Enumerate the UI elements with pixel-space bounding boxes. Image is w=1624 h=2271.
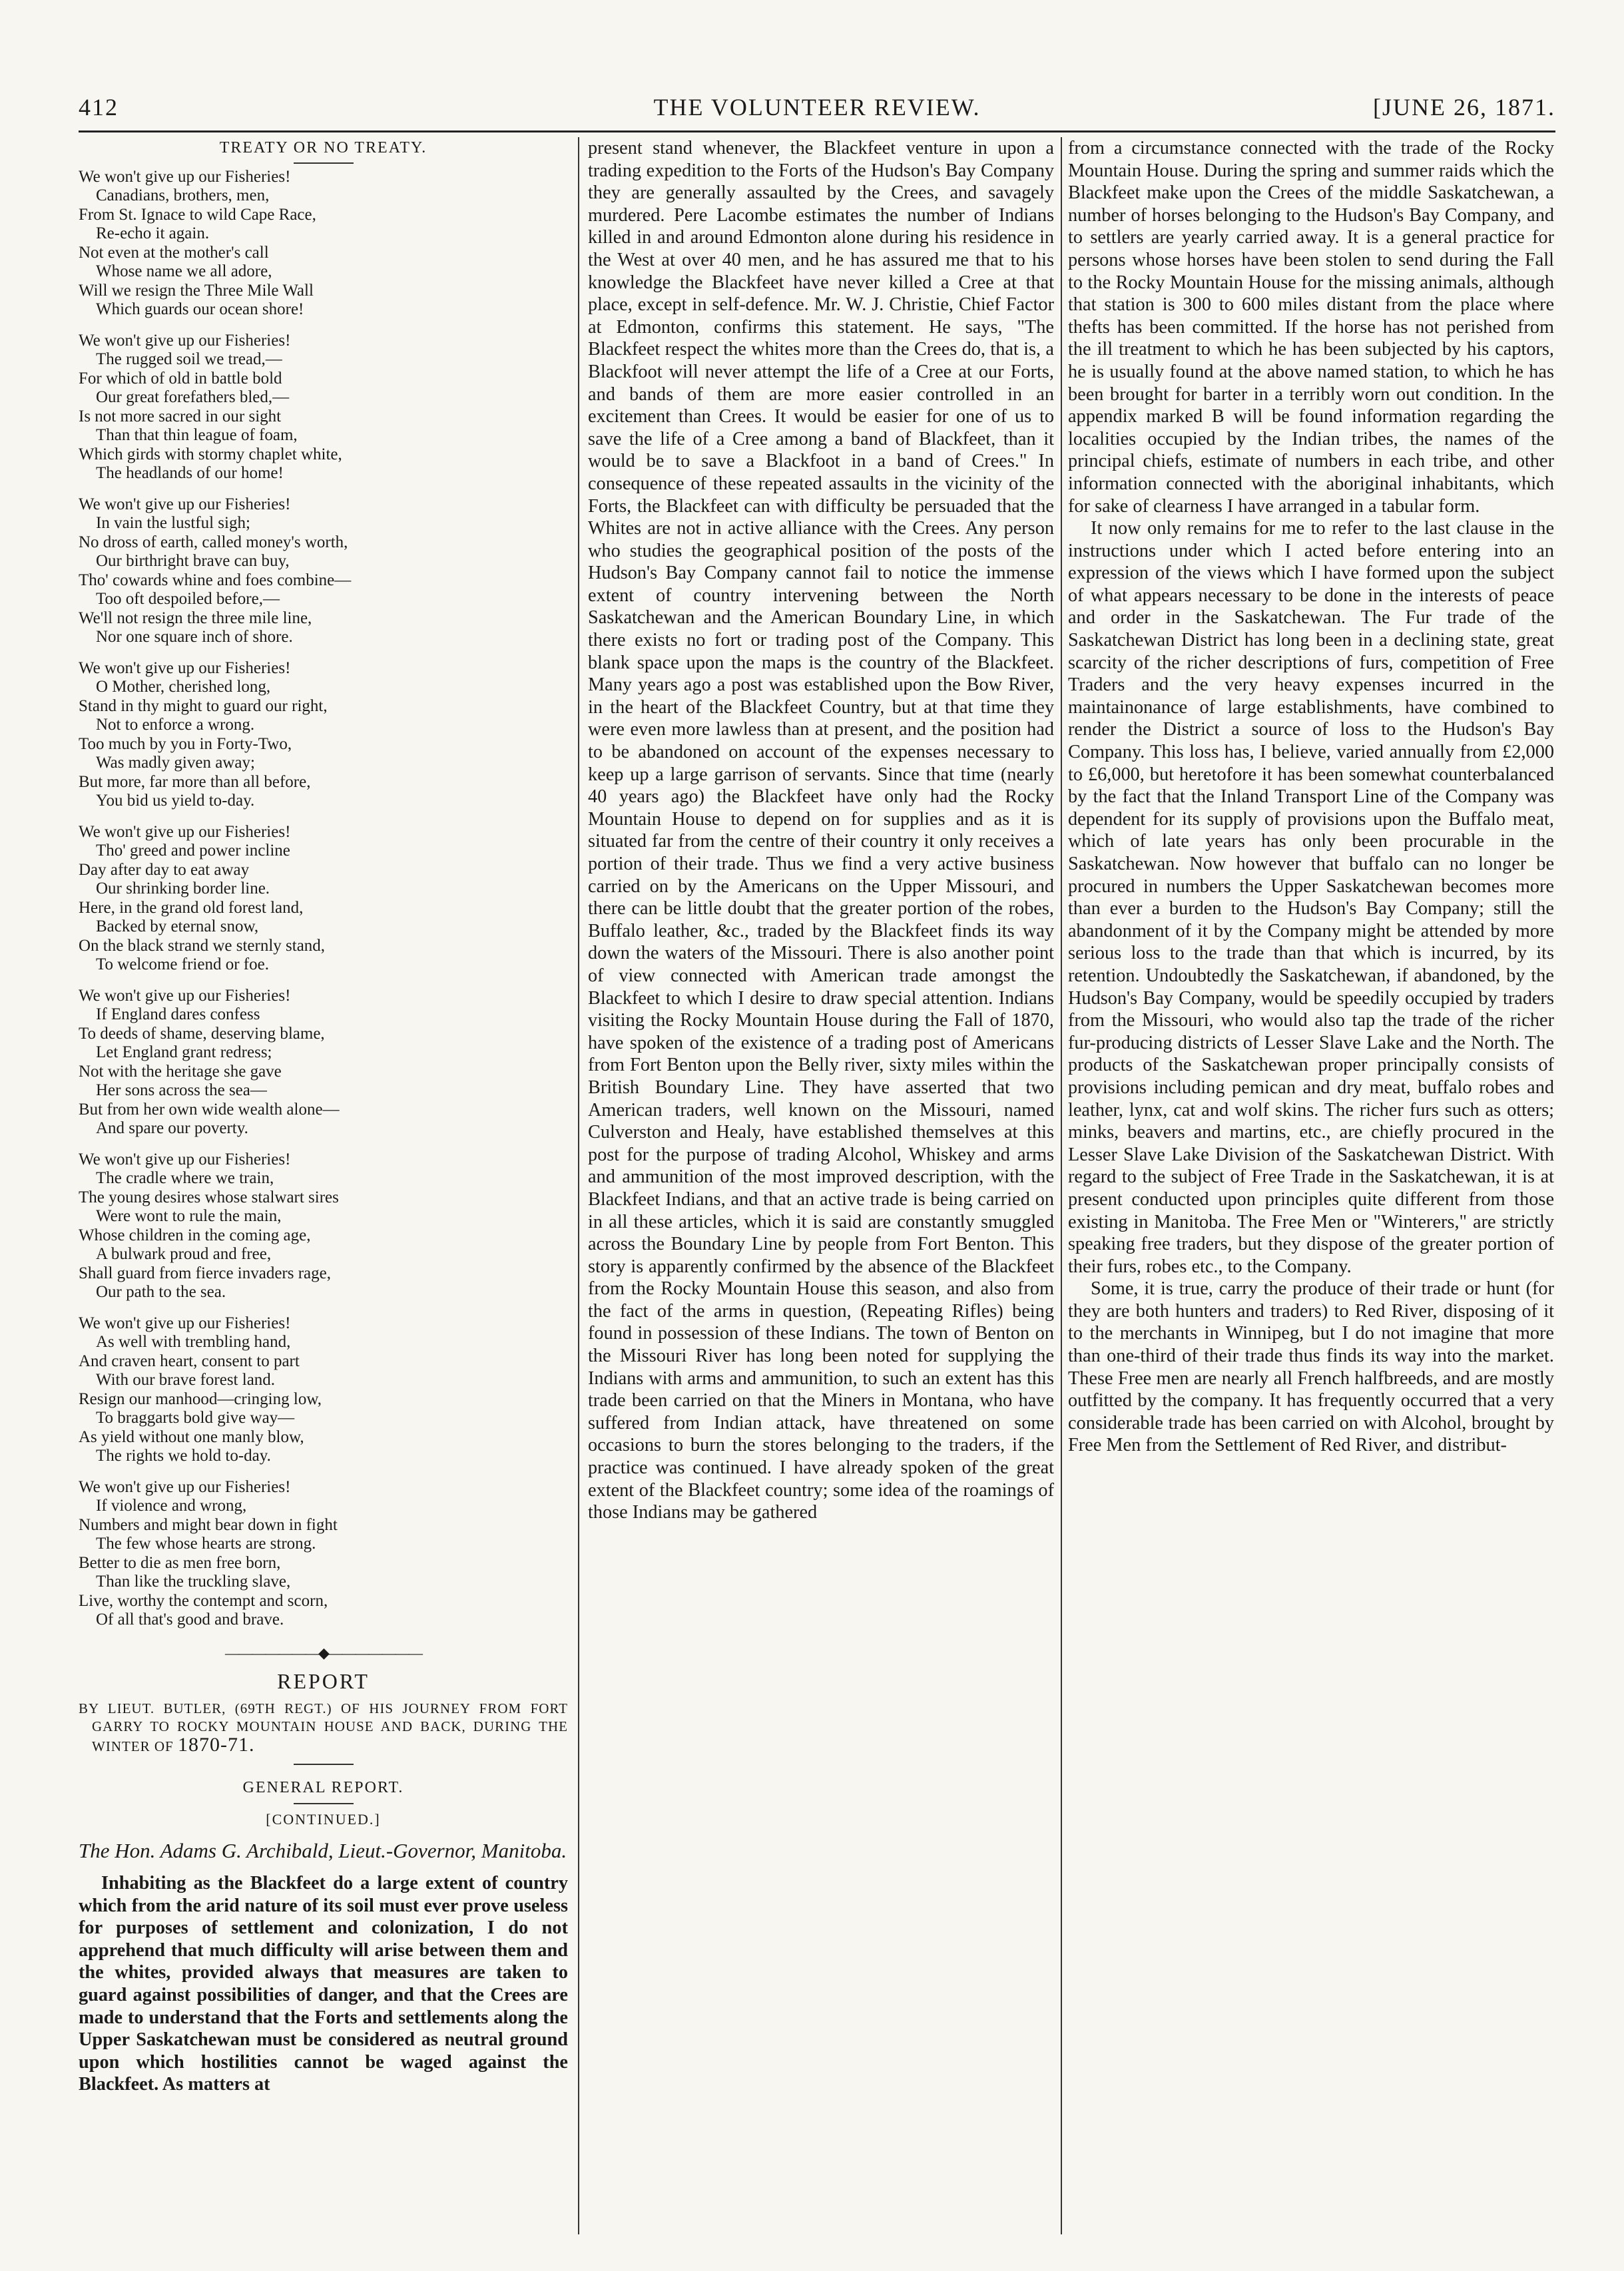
poem-line: Not to enforce a wrong. — [96, 716, 255, 734]
report-paragraph: It now only remains for me to refer to the last clause in the instructions under which I acted before entering into an expression of the views which I have formed upon the subject of what appears necessary to be done in the interests of peace and order in the Saskatchewan. The Fur trade of the Saskatchewan District has long been in a declining state, great scarcity of the richer descriptions of furs, competition of Free Traders and the very heavy expenses incurred in the maintainonance of large establishments, have combined to render the District a source of loss to the Hudson's Bay Company. This loss has, I believe, varied annually from £2,000 to £6,000, but heretofore it has been somewhat counterbalanced by the fact that the Inland Transport Line of the Company was dependent for its supply of provisions upon the Buffalo meat, which of late years has only been procurable in the Saskatchewan. Now however that buffalo can no longer be procured in numbers the Upper Saskatchewan becomes more than ever a burden to the Hudson's Bay Company; still the abandonment of it by the Company might be attended by more serious loss to the trade than that which is incurred, by its retention. Undoubtedly the Saskatchewan, if abandoned, by the Hudson's Bay Company, would be speedily occupied by traders from the Missouri, who would also tap the trade of the richer fur-producing districts of Lesser Slave Lake and the North. The products of the Saskatchewan proper principally consists of provisions including pemican and dry meat, buffalo robes and leather, lynx, cat and wolf skins. The richer furs such as otters; minks, beavers and martins, etc., are chiefly procured in the Lesser Slave Lake Division of the Saskatchewan District. With regard to the subject of Free Trade in the Saskatchewan, it is at present conducted upon principles quite different from those existing in Manitoba. The Free Men or "Winterers," are strictly speaking free traders, but they dispose of the greater portion of their furs, robes etc., to the Company. — [1068, 518, 1554, 1277]
poem-line: The headlands of our home! — [96, 464, 284, 483]
poem-line: If violence and wrong, — [96, 1497, 247, 1515]
poem-line: Our birthright brave can buy, — [96, 552, 290, 571]
poem-line: The few whose hearts are strong. — [96, 1535, 316, 1553]
poem-line: Which girds with stormy chaplet white, — [79, 445, 342, 463]
poem-stanza — [79, 1314, 568, 1466]
poem-line: Live, worthy the contempt and scorn, — [79, 1591, 328, 1610]
publication-title: THE VOLUNTEER REVIEW. — [653, 94, 981, 121]
poem-line: Nor one square inch of shore. — [96, 628, 293, 646]
report-title: REPORT — [277, 1669, 370, 1694]
poem-stanza — [79, 168, 568, 320]
report-paragraph: from a circumstance connected with the trade of the Rocky Mountain House. During the spring and summer raids which the Blackfeet make upon the Crees of the middle Saskatchewan, a number of horses belonging to the Hudson's Bay Company, and to settlers are yearly carried away. It is a general practice for persons whose horses have been stolen to send during the Fall to the Rocky Mountain House for the missing animals, although that station is 300 to 600 miles distant from the place where thefts has been committed. If the horse has not perished from the ill treatment to which he has been subjected by his captors, he is usually found at the above named station, to which he has been brought for barter in a terribly worn out condition. In the appendix marked B will be found information regarding the localities occupied by the Indian tribes, the names of the principal chiefs, estimate of numbers in each tribe, and other information connected with the aboriginal inhabitants, which for sake of clearness I have arranged in a tabular form. — [1068, 138, 1554, 517]
poem-line: We'll not resign the three mile line, — [79, 609, 312, 627]
poem-line: The rights we hold to-day. — [96, 1447, 271, 1465]
poem-line: Not even at the mother's call — [79, 243, 269, 262]
poem-line: Not with the heritage she gave — [79, 1062, 282, 1081]
poem-stanza — [79, 332, 568, 483]
poem-line: Stand in thy might to guard our right, — [79, 696, 328, 715]
poem-line: Tho' greed and power incline — [96, 842, 290, 860]
poem-line: From St. Ignace to wild Cape Race, — [79, 205, 316, 224]
column-divider — [1061, 137, 1062, 2234]
poem-line: We won't give up our Fisheries! — [79, 1314, 291, 1332]
poem-line: Shall guard from fierce invaders rage, — [79, 1264, 332, 1282]
poem-line: With our brave forest land. — [96, 1371, 276, 1389]
addressee: The Hon. Adams G. Archibald, Lieut.-Governor, Manitoba. — [79, 1838, 567, 1862]
poem-line: Let England grant redress; — [96, 1043, 272, 1062]
poem-line: O Mother, cherished long, — [96, 678, 271, 696]
poem-line: Day after day to eat away — [79, 860, 250, 879]
poem-line: Will we resign the Three Mile Wall — [79, 281, 314, 300]
continued-note: [CONTINUED.] — [266, 1811, 381, 1828]
poem-title: TREATY OR NO TREATY. — [219, 139, 427, 156]
poem-line: We won't give up our Fisheries! — [79, 822, 291, 841]
report-paragraph: present stand whenever, the Blackfeet venture in upon a trading expedition to the Forts of the Hudson's Bay Company they are generally assaulted by the Crees, and savagely murdered. Pere Lacombe estimates the number of Indians killed in and around Edmonton alone during his residence in the West at over 40 men, and he has assured me that to his knowledge the Blackfeet have never killed a Cree at that place, except in self-defence. Mr. W. J. Christie, Chief Factor at Edmonton, confirms this statement. He says, "The Blackfeet respect the whites more than the Crees do, that is, a Blackfoot will never attempt the life of a Cree at our Forts, and bands of them are more easier controlled in an excitement than Crees. It would be easier for one of us to save the life of a Cree among a band of Blackfeet, than it would be to save a Blackfoot in a band of Crees." In consequence of these repeated assaults in the vicinity of the Forts, the Blackfeet can with difficulty be persuaded that the Whites are not in active alliance with the Crees. Any person who studies the geographical position of the posts of the Hudson's Bay Company cannot fail to notice the immense extent of country intervening between the North Saskatchewan and the American Boundary Line, in which there exists no fort or trading post of the Company. This blank space upon the maps is the country of the Blackfeet. Many years ago a post was established upon the Bow River, in the heart of the Blackfeet Country, but at that time they were even more lawless than at present, and the position had to be abandoned on account of the expenses necessary to keep up a large garrison of servants. Since that time (nearly 40 years ago) the Blackfeet have only had the Rocky Mountain House to depend on for supplies and as it is situated far from the centre of their country it only receives a portion of their trade. Thus we find a very active business carried on by the Americans on the Upper Missouri, and there can be little doubt that the greater portion of the robes, Buffalo leather, &c., traded by the Blackfeet finds its way down the waters of the Missouri. There is also another point of view connected with American trade amongst the Blackfeet to which I desire to draw special attention. Indians visiting the Rocky Mountain House during the Fall of 1870, have spoken of the existence of a trading post of Americans from Fort Benton upon the Belly river, sixty miles within the British Boundary Line. They have asserted that two American traders, well known on the Missouri, named Culverston and Healy, have established themselves at this post for the purpose of trading Alcohol, Whiskey and arms and ammunition of the most improved description, with the Blackfeet Indians, and that an active trade is being carried on in all these articles, which it is said are constantly smuggled across the Boundary Line by people from Fort Benton. This story is apparently confirmed by the absence of the Blackfeet from the Rocky Mountain House this season, and also from the fact of the arms in question, (Repeating Rifles) being found in possession of these Indians. The town of Benton on the Missouri River has long been noted for supplying the Indians with arms and ammunition, to such an extent has this trade been carried on that the Miners in Montana, who have suffered from Indian attack, have threatened on some occasions to burn the stores belonging to the traders, if the practice was continued. I have already spoken of the great extent of the Blackfeet country; some idea of the roamings of those Indians may be gathered — [588, 138, 1054, 1523]
poem-line: In vain the lustful sigh; — [96, 514, 250, 533]
poem-line: And spare our poverty. — [96, 1119, 248, 1138]
poem-line: Our great forefathers bled,— — [96, 388, 290, 407]
poem-line: For which of old in battle bold — [79, 369, 282, 387]
page-number: 412 — [79, 94, 119, 121]
poem-line: Is not more sacred in our sight — [79, 407, 282, 425]
poem-line: Too oft despoiled before,— — [96, 590, 280, 609]
poem-line: Numbers and might bear down in fight — [79, 1515, 338, 1534]
report-subtitle — [79, 1700, 568, 1756]
column-3 — [1068, 137, 1554, 2234]
report-subtitle-text: BY LIEUT. BUTLER, (69TH REGT.) OF HIS JOURNEY FROM FORT GARRY TO ROCKY MOUNTAIN HOUSE AND BACK, DURING THE WINTER OF — [79, 1700, 568, 1754]
poem-line: Of all that's good and brave. — [96, 1611, 284, 1629]
column-2 — [588, 137, 1054, 2234]
poem-stanza — [79, 823, 568, 975]
column-divider — [578, 137, 579, 2234]
poem-line: But more, far more than all before, — [79, 772, 311, 791]
poem-line: No dross of earth, called money's worth, — [79, 533, 348, 551]
issue-date: [JUNE 26, 1871. — [1373, 94, 1555, 121]
section-ornament: ———————◆——————— — [225, 1644, 421, 1661]
poem-line: Which guards our ocean shore! — [96, 300, 304, 319]
poem-line: To welcome friend or foe. — [96, 955, 269, 974]
poem-stanza — [79, 1150, 568, 1302]
poem-line: As yield without one manly blow, — [79, 1427, 304, 1446]
poem-line: Tho' cowards whine and foes combine— — [79, 571, 352, 589]
poem-line: Backed by eternal snow, — [96, 917, 259, 936]
poem-line: The young desires whose stalwart sires — [79, 1188, 339, 1206]
poem-line: The rugged soil we tread,— — [96, 350, 282, 369]
poem-line: We won't give up our Fisheries! — [79, 167, 291, 186]
title-rule — [294, 162, 354, 164]
report-paragraph: Inhabiting as the Blackfeet do a large extent of country which from the arid nature of its soil must ever prove useless for purposes of settlement and colonization, I do not apprehend that much difficulty will arise between them and the whites, provided always that measures are taken to guard against possibilities of danger, and that the Crees are made to understand that the Forts and settlements along the Upper Saskatchewan must be considered as neutral ground upon which hostilities cannot be waged against the Blackfeet. As matters at — [79, 1872, 568, 2095]
column-1 — [79, 137, 568, 2234]
header-rule — [79, 130, 1555, 132]
poem-line: We won't give up our Fisheries! — [79, 1477, 291, 1496]
poem-line: If England dares confess — [96, 1005, 260, 1024]
poem-line: We won't give up our Fisheries! — [79, 331, 291, 350]
poem-stanza — [79, 1478, 568, 1630]
section-heading: GENERAL REPORT. — [242, 1778, 404, 1796]
poem-line: Her sons across the sea— — [96, 1081, 267, 1100]
poem-line: We won't give up our Fisheries! — [79, 658, 291, 677]
poem-line: You bid us yield to-day. — [96, 792, 255, 810]
poem-line: To deeds of shame, deserving blame, — [79, 1024, 325, 1043]
poem-line: A bulwark proud and free, — [96, 1245, 272, 1264]
poem-line: Were wont to rule the main, — [96, 1207, 282, 1226]
poem-line: And craven heart, consent to part — [79, 1352, 300, 1370]
poem-line: The cradle where we train, — [96, 1169, 274, 1188]
poem-line: Too much by you in Forty-Two, — [79, 734, 292, 753]
poem-line: Our shrinking border line. — [96, 880, 270, 898]
poem-line: But from her own wide wealth alone— — [79, 1100, 340, 1119]
poem-line: Our path to the sea. — [96, 1283, 226, 1302]
poem-line: As well with trembling hand, — [96, 1333, 291, 1352]
poem-line: Canadians, brothers, men, — [96, 186, 270, 205]
poem-line: Than like the truckling slave, — [96, 1573, 291, 1591]
poem-line: We won't give up our Fisheries! — [79, 986, 291, 1005]
poem-line: Whose name we all adore, — [96, 262, 272, 281]
subtitle-rule — [294, 1764, 354, 1765]
poem-line: We won't give up our Fisheries! — [79, 495, 291, 513]
poem-line: Whose children in the coming age, — [79, 1226, 311, 1244]
page-header — [79, 93, 1555, 133]
poem-line: Than that thin league of foam, — [96, 426, 298, 445]
poem-line: Here, in the grand old forest land, — [79, 898, 304, 917]
poem-line: Resign our manhood—cringing low, — [79, 1389, 322, 1408]
poem-line: Was madly given away; — [96, 754, 255, 772]
poem-line: Better to die as men free born, — [79, 1553, 281, 1572]
poem-stanza — [79, 495, 568, 647]
poem-line: Re-echo it again. — [96, 224, 210, 243]
report-paragraph: Some, it is true, carry the produce of their trade or hunt (for they are both hunters and traders) to Red River, disposing of it to the merchants in Winnipeg, but I do not imagine that more than one-third of their trade thus finds its way into the market. These Free men are nearly all French halfbreeds, and are mostly outfitted by the company. It has frequently occurred that a very considerable trade has been carried on with Alcohol, brought by Free Men from the Settlement of Red River, and distribut- — [1068, 1278, 1554, 1456]
poem-line: We won't give up our Fisheries! — [79, 1150, 291, 1168]
poem-stanza — [79, 987, 568, 1138]
poem-stanza — [79, 659, 568, 811]
report-subtitle-year: 1870-71. — [178, 1733, 255, 1756]
poem — [79, 168, 568, 1630]
poem-line: On the black strand we sternly stand, — [79, 936, 326, 955]
section-rule — [294, 1803, 354, 1804]
poem-line: To braggarts bold give way— — [96, 1409, 295, 1427]
